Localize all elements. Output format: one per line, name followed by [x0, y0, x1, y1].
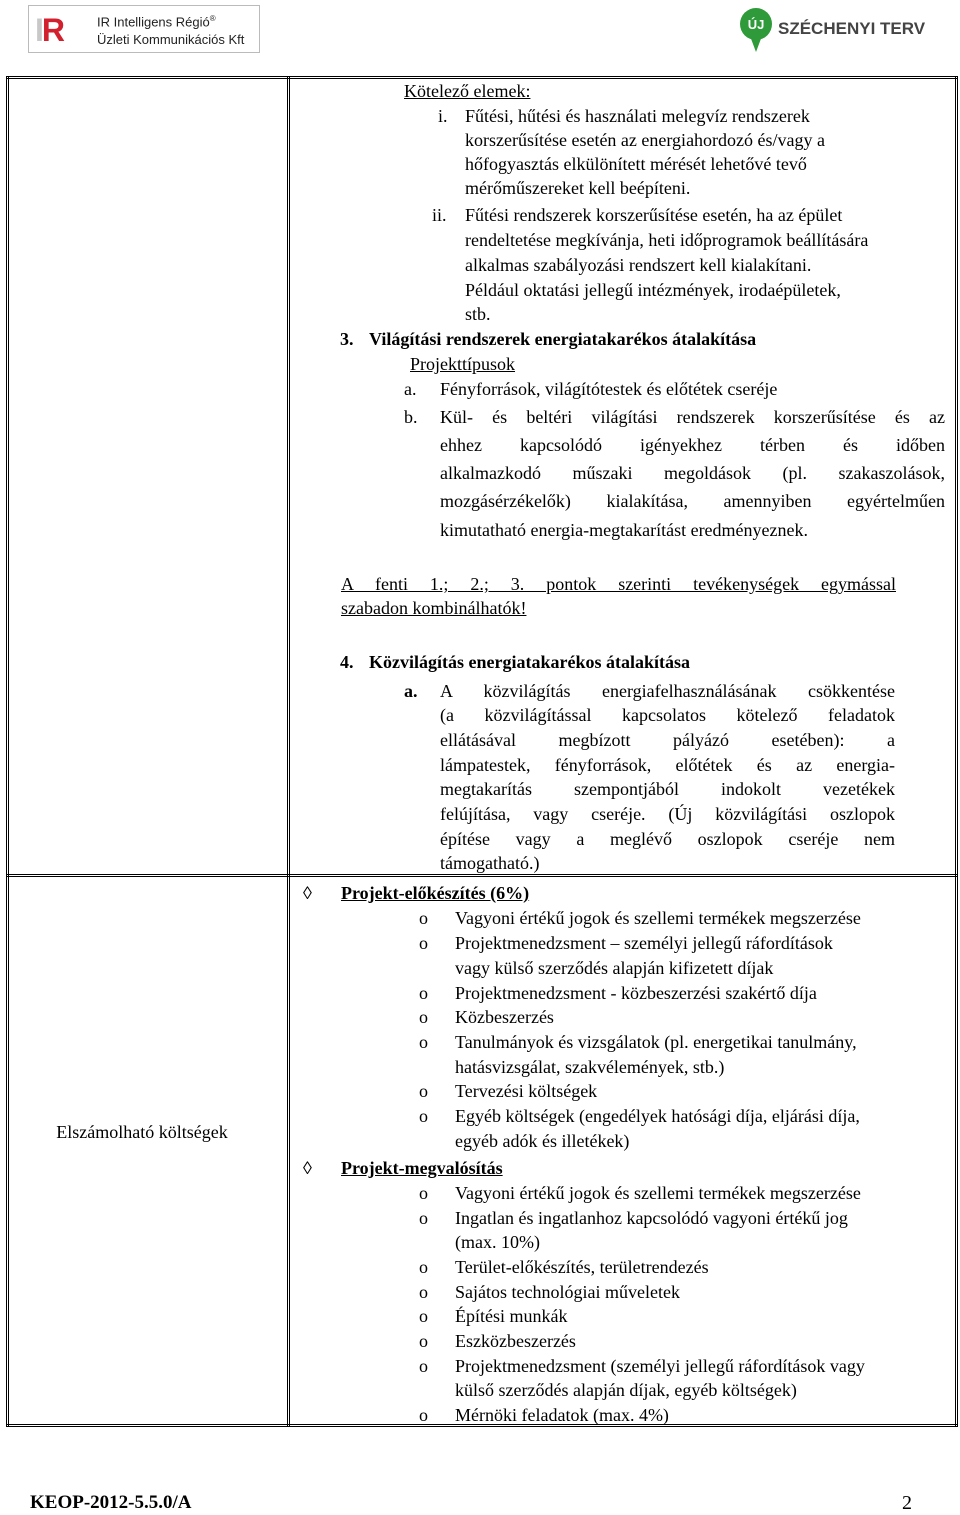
impl-item: Ingatlan és ingatlanhoz kapcsolódó vagyoni értékű jog: [455, 1208, 848, 1228]
prep-item: Tervezési költségek: [455, 1081, 598, 1101]
diamond-bullet-icon: ◊: [303, 1158, 312, 1178]
section-4a-line: építése vagy a meglévő oszlopok cseréje nem: [440, 829, 895, 849]
table-column-divider: [287, 76, 288, 1427]
table-border-top: [6, 76, 958, 77]
impl-item: Eszközbeszerzés: [455, 1331, 576, 1351]
prep-item: Vagyoni értékű jogok és szellemi termékek megszerzése: [455, 908, 861, 928]
section-3b-num: b.: [404, 407, 418, 427]
circle-bullet-icon: o: [419, 1106, 428, 1126]
ir-logo: [28, 5, 260, 53]
item-i-line: hőfogyasztás elkülönített mérését lehetővé tevő: [465, 154, 807, 174]
table-border-bottom: [6, 1426, 958, 1427]
prep-title: Projekt-előkészítés (6%): [341, 883, 530, 903]
section-3b-line: kimutatható energia-megtakarítást eredményeznek.: [440, 520, 809, 540]
section-4-title: Közvilágítás energiatakarékos átalakítása: [369, 652, 690, 672]
circle-bullet-icon: o: [419, 1032, 428, 1052]
circle-bullet-icon: o: [419, 1257, 428, 1277]
section-4a-line: ellátásával megbízott pályázó esetében): a: [440, 730, 895, 750]
prep-item-cont: vagy külső szerződés alapján kifizetett díjak: [455, 958, 774, 978]
item-ii-line: Fűtési rendszerek korszerűsítése esetén, ha az épület: [465, 205, 843, 225]
circle-bullet-icon: o: [419, 908, 428, 928]
prep-item-cont: egyéb adók és illetékek): [455, 1131, 630, 1151]
circle-bullet-icon: o: [419, 933, 428, 953]
item-i-num: i.: [438, 106, 448, 126]
impl-item-cont: külső szerződés alapján díjak, egyéb költségek): [455, 1380, 797, 1400]
szechenyi-badge-icon: [738, 6, 776, 56]
impl-item-cont: (max. 10%): [455, 1232, 540, 1252]
prep-item-cont: hatásvizsgálat, szakvélemények, stb.): [455, 1057, 725, 1077]
circle-bullet-icon: o: [419, 1183, 428, 1203]
section-4a-line: megtakarítás szempontjából indokolt vezetékek: [440, 779, 895, 799]
impl-item: Mérnöki feladatok (max. 4%): [455, 1405, 669, 1425]
prep-item: Projektmenedzsment - közbeszerzési szakértő díja: [455, 983, 817, 1003]
impl-item: Projektmenedzsment (személyi jellegű ráfordítások vagy: [455, 1356, 865, 1376]
footer-code: KEOP-2012-5.5.0/A: [30, 1492, 192, 1513]
kotelezo-title: Kötelező elemek:: [404, 81, 531, 101]
svg-text:ÚJ: ÚJ: [747, 17, 765, 32]
section-3a-text: Fényforrások, világítótestek és előtétek cseréje: [440, 379, 778, 399]
prep-item: Tanulmányok és vizsgálatok (pl. energetikai tanulmány,: [455, 1032, 857, 1052]
impl-item: Vagyoni értékű jogok és szellemi termékek megszerzése: [455, 1183, 861, 1203]
section-3b-line: Kül- és beltéri világítási rendszerek korszerűsítése és az: [440, 407, 945, 427]
impl-item: Sajátos technológiai műveletek: [455, 1282, 680, 1302]
item-ii-line: Például oktatási jellegű intézmények, irodaépületek,: [465, 280, 841, 300]
row-label-elszamolhato: Elszámolható költségek: [56, 1122, 228, 1142]
szechenyi-terv-text: SZÉCHENYI TERV: [778, 19, 926, 38]
section-4a-num: a.: [404, 681, 418, 701]
ir-logo-line2: Üzleti Kommunikációs Kft: [97, 32, 245, 47]
prep-item: Közbeszerzés: [455, 1007, 554, 1027]
circle-bullet-icon: o: [419, 1081, 428, 1101]
item-i-line: mérőműszereket kell beépíteni.: [465, 178, 691, 198]
item-i-line: korszerűsítése esetén az energiahordozó és/vagy a: [465, 130, 826, 150]
table-border-right: [957, 76, 958, 1427]
section-4a-line: lámpatestek, fényforrások, előtétek és az energia-: [440, 755, 895, 775]
table-border-left: [6, 76, 7, 1427]
section-3b-line: ehhez kapcsolódó igényekhez térben és időben: [440, 435, 945, 455]
circle-bullet-icon: o: [419, 1405, 428, 1425]
combine-note-line: A fenti 1.; 2.; 3. pontok szerinti tevékenységek egymással: [341, 574, 896, 594]
section-4a-line: (a közvilágítással kapcsolatos kötelező feladatok: [440, 705, 895, 725]
ir-logo-line1: IR Intelligens Régió®: [97, 14, 216, 30]
section-3a-num: a.: [404, 379, 417, 399]
circle-bullet-icon: o: [419, 1331, 428, 1351]
section-4a-line: felújítása, vagy cseréje. (Új közvilágítási oszlopok: [440, 804, 895, 824]
circle-bullet-icon: o: [419, 983, 428, 1003]
circle-bullet-icon: o: [419, 1208, 428, 1228]
circle-bullet-icon: o: [419, 1282, 428, 1302]
section-3-title: Világítási rendszerek energiatakarékos átalakítása: [369, 329, 757, 349]
impl-item: Terület-előkészítés, területrendezés: [455, 1257, 709, 1277]
section-4a-line: A közvilágítás energiafelhasználásának csökkentése: [440, 681, 895, 701]
table-border-right-inner: [955, 76, 956, 1427]
page-number: 2: [902, 1492, 912, 1514]
table-row-divider-inner: [6, 876, 958, 877]
projekttipusok-label: Projekttípusok: [410, 354, 516, 374]
item-ii-line: rendeltetése megkívánja, heti időprogramok beállítására: [465, 230, 869, 250]
item-ii-line: stb.: [465, 304, 491, 324]
table-row-divider: [6, 874, 958, 875]
table-column-divider-inner: [289, 76, 290, 1427]
table-border-top-inner: [6, 78, 958, 79]
circle-bullet-icon: o: [419, 1007, 428, 1027]
item-ii-num: ii.: [432, 205, 447, 225]
circle-bullet-icon: o: [419, 1356, 428, 1376]
section-4a-line: támogatható.): [440, 853, 540, 873]
combine-note-line: szabadon kombinálhatók!: [341, 598, 527, 618]
item-ii-line: alkalmas szabályozási rendszert kell kialakítani.: [465, 255, 812, 275]
impl-title: Projekt-megvalósítás: [341, 1158, 503, 1178]
section-3b-line: mozgásérzékelők) kialakítása, amennyiben egyértelműen: [440, 491, 945, 511]
circle-bullet-icon: o: [419, 1306, 428, 1326]
section-3b-line: alkalmazkodó műszaki megoldások (pl. szakaszolások,: [440, 463, 945, 483]
prep-item: Egyéb költségek (engedélyek hatósági díja, eljárási díja,: [455, 1106, 860, 1126]
diamond-bullet-icon: ◊: [303, 883, 312, 903]
section-4-num: 4.: [340, 652, 354, 672]
table-border-left-inner: [8, 76, 9, 1427]
szechenyi-terv-logo: [738, 6, 938, 56]
ir-logo-mark: IR: [35, 12, 63, 48]
impl-item: Építési munkák: [455, 1306, 568, 1326]
prep-item: Projektmenedzsment – személyi jellegű ráfordítások: [455, 933, 833, 953]
item-i-line: Fűtési, hűtési és használati melegvíz rendszerek: [465, 106, 810, 126]
section-3-num: 3.: [340, 329, 354, 349]
